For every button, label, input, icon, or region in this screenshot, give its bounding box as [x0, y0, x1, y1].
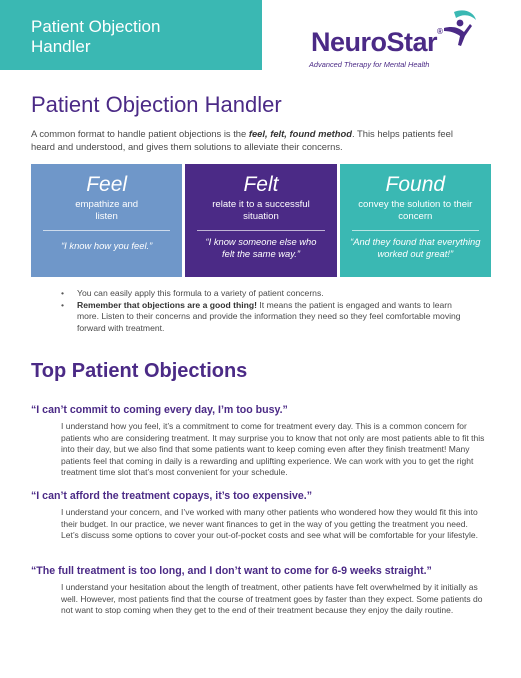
logo-wordmark [311, 27, 442, 58]
tip-item [61, 288, 461, 300]
intro-emphasis: feel, felt, found method [248, 128, 352, 139]
card-felt-quote: “I know someone else who felt the same way.” [205, 236, 317, 259]
tip-text: You can easily apply this formula to a variety of patient concerns. [77, 288, 324, 298]
objection-question: “I can’t afford the treatment copays, it’s too expensive.” [31, 490, 312, 502]
card-feel [31, 164, 182, 277]
card-feel-title: Feel [86, 173, 128, 196]
logo-word-star: Star [386, 27, 438, 57]
intro-text-2: . This helps patients feel heard and understood, and gives them solutions to alleviate their concerns. [31, 128, 453, 152]
tips-list [61, 288, 461, 334]
card-found-subtitle: convey the solution to their concern [358, 199, 473, 222]
card-found-quote: “And they found that everything worked out great!” [350, 236, 481, 259]
section-title: Top Patient Objections [31, 360, 248, 382]
objection-answer: I understand your hesitation about the length of treatment, other patients have felt overwhelmed by it initially as well. However, most patients find that the course of treatment goes by faster than they expect. Some patients do not want to stop coming when they get to the end of their treatment because they enjoy the daily routine. [61, 582, 483, 616]
card-felt [185, 164, 336, 277]
neurostar-logo [306, 8, 506, 74]
objection-question: “The full treatment is too long, and I don’t want to come for 6-9 weeks straight.” [31, 565, 432, 577]
logo-word-neuro: Neuro [311, 27, 387, 57]
header-title-line2: Handler [31, 37, 91, 56]
card-felt-title: Felt [243, 173, 279, 196]
page-title: Patient Objection Handler [31, 92, 282, 117]
card-feel-quote: “I know how you feel.” [61, 240, 153, 251]
card-feel-subtitle: empathize and listen [75, 199, 139, 222]
header-band [0, 0, 262, 70]
card-divider [43, 230, 170, 231]
logo-tagline: Advanced Therapy for Mental Health [309, 60, 430, 69]
method-cards [31, 164, 491, 277]
objection-answer: I understand how you feel, it’s a commitment to come for treatment every day. This is a common concern for patients who are considering treatment. It may surprise you to know that not only are most patients able to fit this into their day, but we also find that some patients want to keep coming even after they finish treatment! Many patients feel that coming in daily is a rewarding and uplifting experience. We can work with you to get the right treatment time slot that’s most convenient for your schedule. [61, 421, 485, 478]
logo-registered-mark: ® [437, 27, 443, 36]
intro-paragraph [31, 128, 461, 153]
header-title-line1: Patient Objection [31, 17, 161, 36]
tip-text: It means the patient is engaged and wants to learn more. Listen to their concerns and provide the information they need so they feel comfortable moving forward with treatment. [77, 299, 461, 333]
card-felt-subtitle: relate it to a successful situation [212, 199, 310, 222]
card-divider [197, 230, 324, 231]
card-found [340, 164, 491, 277]
card-found-title: Found [385, 173, 446, 196]
card-divider [352, 230, 479, 231]
objection-answer: I understand your concern, and I’ve worked with many other patients who wondered how they would fit this into their budget. In our practice, we never want finances to get in the way of you getting the treatment you need. Let’s discuss some options to cover your out-of-pocket costs and see what will be comfortable for your lifestyle. [61, 507, 479, 541]
objection-question: “I can’t commit to coming every day, I’m too busy.” [31, 404, 288, 416]
tip-bold: Remember that objections are a good thing! [77, 299, 258, 310]
intro-text-1: A common format to handle patient objections is the [31, 128, 249, 139]
tip-item [61, 300, 461, 335]
